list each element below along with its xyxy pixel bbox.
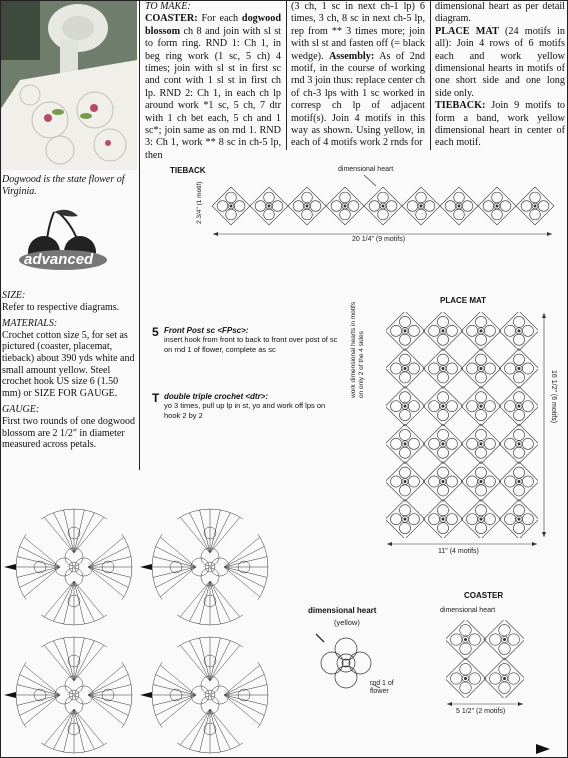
placemat-height-label — [548, 370, 558, 460]
placemat-motif — [461, 424, 501, 464]
coaster-label: COASTER: — [145, 13, 198, 25]
fpsc-desc: insert hook from front to back to front over post of sc on rnd 1 of flower, complete as sc — [164, 335, 338, 354]
column-rule — [139, 0, 140, 470]
dtr-symbol-icon: T — [152, 391, 160, 405]
tieback-label: TIEBACK: — [435, 100, 486, 112]
placemat-side-note-text: work dimensional hearts in motifs on only 2 of the 4 sides — [350, 301, 365, 398]
placemat-title: PLACE MAT — [440, 296, 487, 305]
placemat-motif — [386, 312, 425, 351]
heart-detail-subtitle: (yellow) — [334, 618, 360, 627]
big-motif — [140, 509, 268, 625]
coaster-heart-label: dimensional heart — [440, 607, 496, 614]
placemat-motif — [499, 424, 538, 464]
materials-heading: MATERIALS: — [2, 318, 58, 330]
left-column — [2, 290, 136, 451]
coaster-motif — [484, 620, 524, 660]
placemat-motif — [423, 386, 463, 426]
placemat-side-note — [350, 300, 390, 400]
instructions-column-2 — [291, 1, 425, 150]
placemat-height-text: 16 1/2" (6 motifs) — [550, 370, 557, 424]
assembly-text: As of 2nd motif, in the course of working rnd 3 join thus: replace center ch of ch-3 lps with 1 sc worked in corresp ch lp of adjacent motif(s). Join 4 motifs in this way as shown. Using yellow, in each of 4 motifs work 2 rnds for — [291, 50, 426, 149]
fpsc-title: Front Post sc <FPsc>: — [164, 326, 249, 335]
placemat-motif — [499, 462, 538, 502]
tieback-motif — [212, 187, 250, 225]
doily-photo — [0, 0, 137, 170]
placemat-motif — [386, 386, 425, 426]
gauge-text: First two rounds of one dogwood blossom are 2 1/2" in diameter measured across petals. — [2, 415, 136, 451]
size-heading: SIZE: — [2, 290, 26, 301]
placemat-height-arrow — [540, 312, 548, 538]
next-page-arrow-icon — [536, 744, 550, 754]
placemat-motif — [499, 386, 538, 426]
big-motif — [4, 509, 132, 625]
heart-detail-title: dimensional heart — [308, 606, 377, 615]
placemat-motif — [499, 349, 538, 389]
column-rule — [430, 0, 431, 150]
photo-caption: Dogwood is the state flower of Virginia. — [2, 174, 125, 197]
tieback-motif — [288, 187, 326, 225]
placemat-motif — [386, 462, 425, 502]
tieback-motif — [326, 187, 364, 225]
doily-photo-image — [0, 0, 137, 170]
heart-rnd-label: rnd 1 of flower — [370, 680, 394, 695]
materials-text: Crochet cotton size 5, for set as pictured (coaster, placemat, tieback) about 390 yds white and small amount yellow. Steel crochet hook US size 6 (1.50 mm) or SIZE FOR GAUGE. — [2, 329, 135, 399]
coaster-text: ch 8 and join with sl st to form ring. RND 1: Ch 1, in beg ring work (1 sc, 5 ch) 4 times; join with sl st in first sc and cont with 1 sl st in first ch lp. RND 2: Ch 1, in each ch lp around work *1 sc, 5 ch, 7 dtr with 1 ch bet each, 5 ch and 1 sc*; join same as on rnd 1. RND 3: Ch 1, work ** 8 sc in ch-5 lp, then — [145, 25, 281, 161]
instructions-column-1 — [145, 1, 281, 162]
placemat-motif — [461, 499, 501, 538]
skill-badge — [8, 208, 118, 278]
coaster-text: For each — [197, 13, 242, 25]
coaster-motif — [484, 658, 524, 698]
placemat-motif — [499, 499, 538, 538]
motif-join-diagram — [2, 505, 302, 755]
column-rule — [286, 0, 287, 150]
placemat-motif — [461, 312, 501, 351]
tieback-height-label — [196, 181, 206, 224]
tieback-motif — [478, 187, 516, 225]
tieback-title: TIEBACK — [170, 166, 206, 175]
placemat-motif — [423, 424, 463, 464]
skill-badge-label: advanced — [24, 251, 94, 268]
tieback-height-text: 2 3/4" (1 motif) — [196, 181, 203, 224]
coaster-width-arrow — [446, 700, 524, 708]
tieback-diagram — [212, 186, 554, 226]
tieback-motif — [402, 187, 440, 225]
placemat-motif — [386, 424, 425, 464]
stitch-key-dtr — [152, 392, 342, 420]
placemat-motif — [386, 349, 425, 389]
instructions-column-3 — [435, 1, 565, 150]
stitch-key-fpsc — [152, 326, 342, 354]
placemat-motif — [499, 312, 538, 351]
dogwood-blossom-label: dogwood blossom — [145, 13, 281, 37]
fpsc-symbol-icon: 5 — [152, 325, 159, 339]
coaster-motif — [446, 620, 486, 660]
tieback-motif — [516, 187, 554, 225]
placemat-motif — [461, 462, 501, 502]
coaster-motif — [446, 658, 486, 698]
heart-text: dimensional heart as per detail diagram. — [435, 1, 565, 25]
placemat-text: (24 motifs in all): Join 4 rows of 6 motifs each and work yellow dimensional hearts in motifs of one short side and one long side only. — [435, 25, 565, 99]
tieback-motif — [440, 187, 478, 225]
coaster-diagram — [446, 620, 524, 698]
to-make-heading: TO MAKE: — [145, 1, 191, 12]
placemat-width-arrow — [386, 540, 538, 548]
assembly-label: Assembly: — [328, 50, 375, 62]
gauge-heading: GAUGE: — [2, 404, 40, 416]
placemat-motif — [461, 386, 501, 426]
coaster-width-label: 5 1/2" (2 motifs) — [456, 708, 506, 715]
placemat-motif — [423, 349, 463, 389]
placemat-motif — [423, 462, 463, 502]
tieback-heart-label: dimensional heart — [338, 166, 394, 173]
big-motif — [140, 637, 268, 753]
dtr-title: double triple crochet <dtr>: — [164, 392, 269, 401]
tieback-motif — [250, 187, 288, 225]
dtr-desc: yo 3 times, pull up lp in st, yo and work off lps on hook 2 by 2 — [164, 401, 326, 420]
big-motif — [4, 637, 132, 753]
placemat-motif — [386, 499, 425, 538]
placemat-diagram — [386, 312, 538, 538]
tieback-width-label: 20 1/4" (9 motifs) — [352, 236, 406, 243]
tieback-text: Join 9 motifs to form a band, work yellow dimensional heart in center of each motif. — [435, 100, 565, 149]
placemat-label: PLACE MAT — [435, 25, 499, 37]
placemat-motif — [423, 499, 463, 538]
coaster-text: (3 ch, 1 sc in next ch-1 lp) 6 times, 3 ch, 8 sc in next ch-5 lp, rep from ** 3 times more; join with sl st and fasten off (= black wedge). — [291, 1, 425, 62]
size-text: Refer to respective diagrams. — [2, 301, 120, 313]
tieback-motif — [364, 187, 402, 225]
placemat-motif — [461, 349, 501, 389]
coaster-title: COASTER — [464, 591, 504, 600]
placemat-width-label: 11" (4 motifs) — [438, 548, 479, 555]
placemat-motif — [423, 312, 463, 351]
